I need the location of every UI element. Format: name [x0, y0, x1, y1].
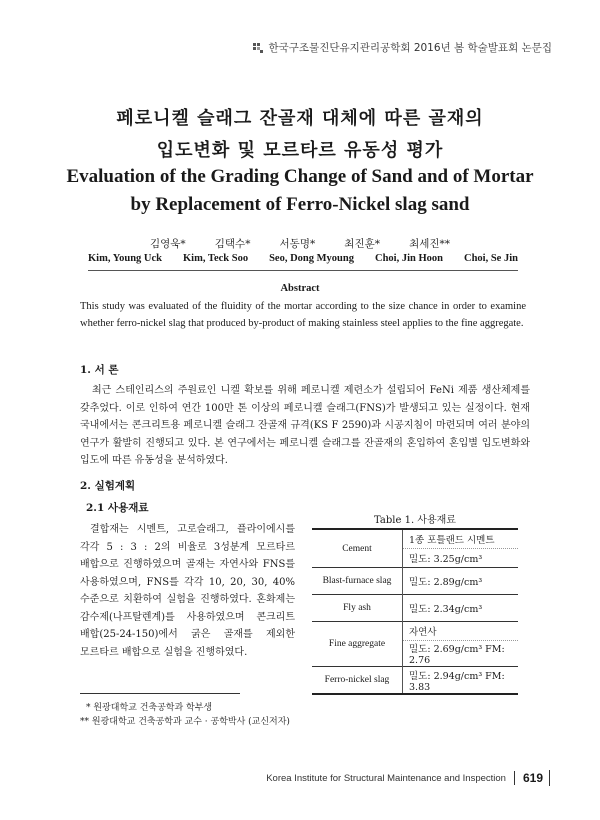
- abstract-heading: Abstract: [280, 283, 320, 294]
- page-number: 619: [522, 771, 543, 785]
- table-row: [312, 667, 518, 695]
- proceedings-header: [253, 40, 552, 55]
- material-name: Fine aggregate: [312, 622, 403, 667]
- society-logo-icon: [253, 43, 263, 53]
- author-english: Kim, Young Uck: [88, 253, 162, 264]
- footer-divider: [549, 770, 550, 786]
- subsection-heading-materials: 2.1 사용재료: [86, 502, 149, 514]
- material-property: 밀도: 2.89g/cm³: [403, 568, 519, 595]
- material-property: 밀도: 2.34g/cm³: [403, 595, 519, 622]
- author-korean: 최진훈*: [344, 238, 380, 250]
- material-name: Cement: [312, 529, 403, 568]
- footer-journal: Korea Institute for Structural Maintenance and Inspection: [266, 772, 506, 784]
- table-row: [312, 622, 518, 641]
- materials-table: [312, 528, 518, 695]
- author-korean: 서동명*: [279, 238, 316, 250]
- proceedings-title: 한국구조물진단유지관리공학회 2016년 봄 학술발표회 논문집: [268, 42, 552, 54]
- material-property: 밀도: 2.69g/cm³ FM: 2.76: [403, 641, 519, 667]
- author-english: Seo, Dong Myoung: [269, 253, 354, 264]
- material-name: Fly ash: [312, 595, 403, 622]
- title-korean-line2: 입도변화 및 모르타르 유동성 평가: [156, 140, 444, 161]
- material-property: 밀도: 3.25g/cm³: [403, 549, 519, 568]
- materials-text: 결합재는 시멘트, 고로슬래그, 플라이에시를 각각 5 : 3 : 2의 비율로 3성분계 모르타르 배합으로 진행하였으며 골재는 자연사와 FNS를 사용하였으며, FNS를 각각 10, 20, 30, 40% 수준으로 치환하여 실험을 진행하였다. 혼화제는 감수제(나프탈렌계)를 사용하였으며 콘크리트 배합(25-24-150)에서 굵은 골재를 제외한 모르타르 배합으로 실험을 진행하였다.: [80, 524, 295, 658]
- table-row: [312, 595, 518, 622]
- title-korean-line1: 페로니켈 슬래그 잔골재 대체에 따른 골재의: [116, 108, 484, 129]
- section-heading-experiment: 2. 실험계획: [80, 480, 136, 492]
- abstract-text: This study was evaluated of the fluidity of the mortar according to the size chance in order to examine whether ferro-nickel slag that produced by-product of making stainless steel applies to the fine aggregate.: [80, 301, 526, 329]
- material-property: 밀도: 2.94g/cm³ FM: 3.83: [403, 667, 519, 695]
- material-property: 자연사: [403, 622, 519, 641]
- footnote-divider: [80, 693, 240, 694]
- author-korean: 김영욱*: [150, 238, 186, 250]
- title-english-line2: by Replacement of Ferro-Nickel slag sand: [130, 194, 470, 215]
- authors-english: [88, 253, 518, 264]
- authors-korean: [150, 236, 450, 251]
- introduction-text: 최근 스테인리스의 주원료인 니켈 확보를 위해 페로니켈 제련소가 설립되어 FeNi 제품 생산체제를 갖추었다. 이로 인하여 연간 100만 톤 이상의 페로니켈 슬래그(FNS)가 발생되고 있는 실정이다. 현재 국내에서는 콘크리트용 페로니켈 슬래그 잔골재 규격(KS F 2590)과 시공지침이 마련되며 여러 분야의 연구가 활발히 진행되고 있다. 본 연구에서는 페로니켈 슬래그를 잔골재의 혼입하여 혼입별 입도변화와 입도에 따른 유동성을 분석하였다.: [80, 385, 530, 466]
- author-english: Choi, Jin Hoon: [375, 253, 443, 264]
- footer-divider: [514, 771, 515, 785]
- section-heading-introduction: 1. 서 론: [80, 364, 119, 376]
- author-divider: [88, 270, 518, 271]
- material-property: 1종 포틀랜드 시멘트: [403, 529, 519, 549]
- footnote-2: ** 원광대학교 건축공학과 교수 · 공학박사 (교신저자): [80, 717, 290, 727]
- footnote-1: * 원광대학교 건축공학과 학부생: [86, 703, 213, 713]
- author-korean: 김택수*: [214, 238, 251, 250]
- material-name: Ferro-nickel slag: [312, 667, 403, 695]
- title-english-line1: Evaluation of the Grading Change of Sand and of Mortar: [66, 166, 534, 187]
- author-korean: 최세진**: [409, 238, 450, 250]
- material-name: Blast-furnace slag: [312, 568, 403, 595]
- author-english: Choi, Se Jin: [464, 253, 518, 264]
- table-row: [312, 529, 518, 549]
- table-row: [312, 568, 518, 595]
- table-caption: Table 1. 사용재료: [374, 515, 456, 526]
- author-english: Kim, Teck Soo: [183, 253, 249, 264]
- page-footer: [266, 770, 550, 786]
